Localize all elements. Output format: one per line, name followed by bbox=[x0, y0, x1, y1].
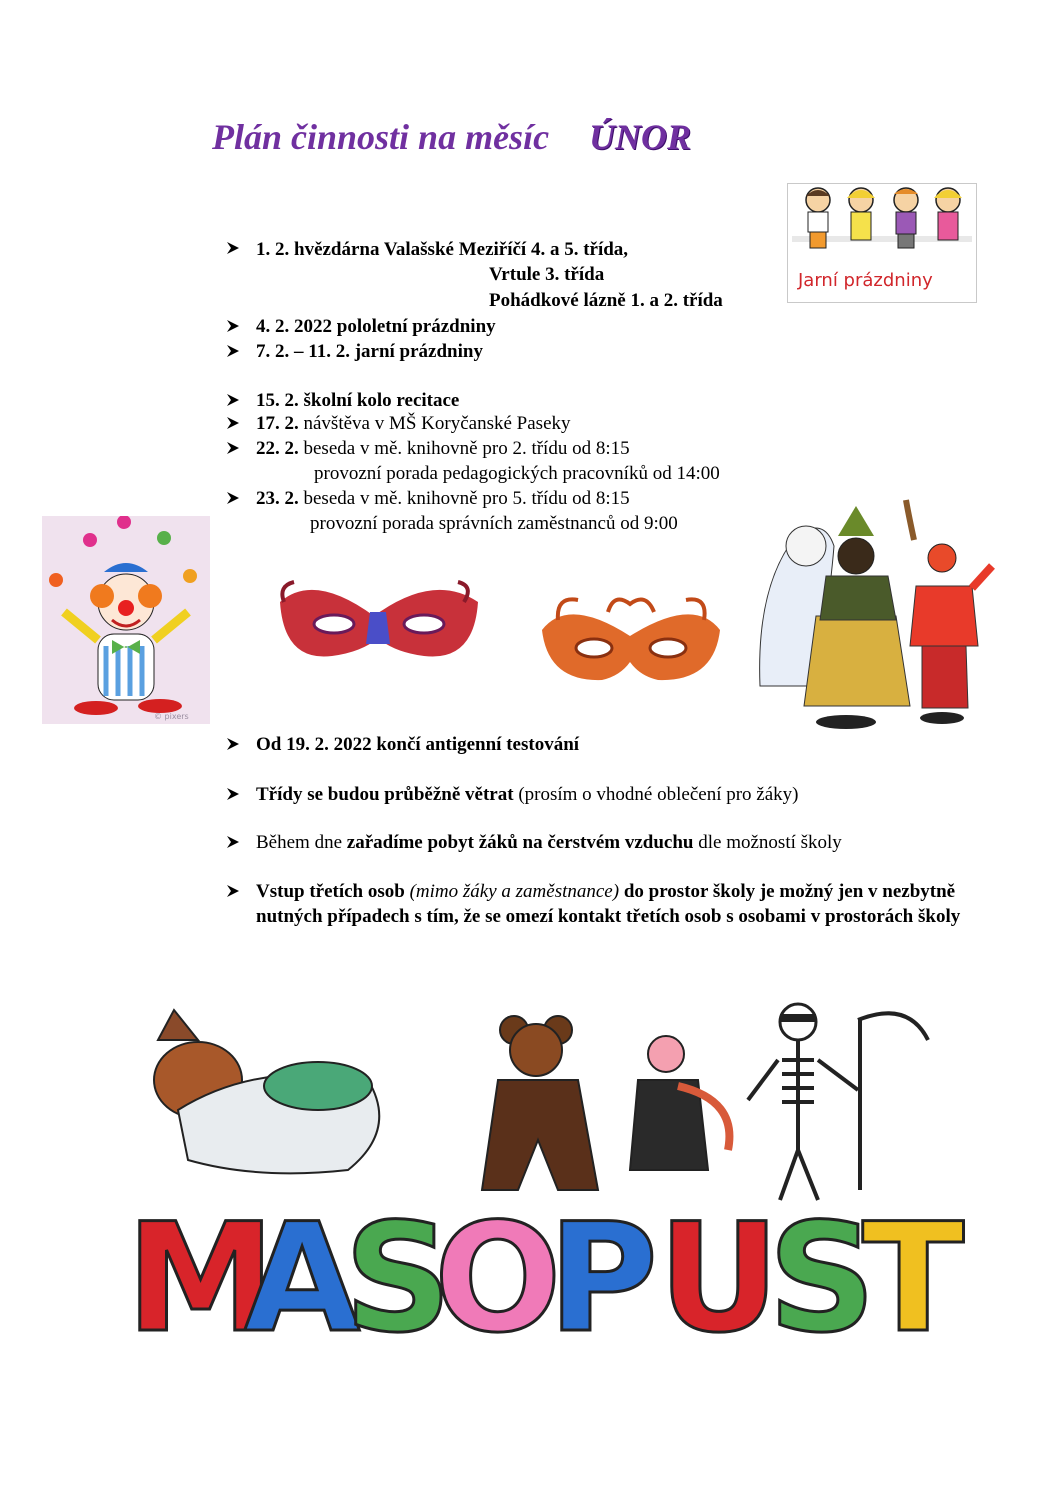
masopust-characters bbox=[118, 1000, 978, 1350]
arrow-bullet-icon bbox=[226, 884, 240, 898]
children-illustration bbox=[788, 184, 976, 270]
list-item: 7. 2. – 11. 2. jarní prázdniny bbox=[256, 341, 483, 362]
masopust-illustration bbox=[118, 1000, 978, 1350]
list-item: 15. 2. školní kolo recitace bbox=[256, 390, 460, 411]
note-outdoor: Během dne zařadíme pobyt žáků na čerstvém vzduchu dle možností školy bbox=[256, 832, 842, 853]
note-testing: Od 19. 2. 2022 končí antigenní testování bbox=[256, 734, 580, 755]
letter-t: T bbox=[862, 1192, 965, 1350]
red-carnival-mask-icon bbox=[274, 572, 484, 672]
list-item: 4. 2. 2022 pololetní prázdniny bbox=[256, 316, 496, 337]
arrow-bullet-icon bbox=[226, 737, 240, 751]
list-item-continuation: provozní porada pedagogických pracovníků od 14:00 bbox=[314, 463, 720, 484]
clown-watermark: © pixers bbox=[154, 712, 189, 721]
arrow-bullet-icon bbox=[226, 319, 240, 333]
spring-holiday-image bbox=[787, 183, 977, 303]
note-visitors: Vstup třetích osob (mimo žáky a zaměstnance) do prostor školy je možný jen v nezbytně nutných případech s tím, že se omezí kontakt třetích osob s osobami v prostorách školy bbox=[256, 881, 961, 927]
title-text: Plán činnosti na měsíc bbox=[212, 117, 550, 157]
arrow-bullet-icon bbox=[226, 393, 240, 407]
arrow-bullet-icon bbox=[226, 344, 240, 358]
title-month: ÚNOR bbox=[589, 117, 692, 157]
list-item: 22. 2. beseda v mě. knihovně pro 2. třídu od 8:15 bbox=[256, 438, 630, 459]
clown-illustration bbox=[42, 516, 210, 716]
arrow-bullet-icon bbox=[226, 416, 240, 430]
letter-p: P bbox=[548, 1192, 658, 1350]
letter-m: M bbox=[126, 1192, 276, 1350]
list-item: 17. 2. návštěva v MŠ Koryčanské Paseky bbox=[256, 413, 571, 434]
letter-s: S bbox=[344, 1192, 453, 1350]
letter-u: U bbox=[658, 1192, 780, 1350]
juggling-clown-image bbox=[42, 516, 210, 724]
arrow-bullet-icon bbox=[226, 787, 240, 801]
page-title bbox=[212, 116, 691, 158]
carnival-costume-figures-image bbox=[746, 496, 1000, 740]
letter-s2: S bbox=[768, 1192, 877, 1350]
arrow-bullet-icon bbox=[226, 835, 240, 849]
spring-holiday-label: Jarní prázdniny bbox=[798, 270, 933, 291]
letter-a: A bbox=[244, 1192, 361, 1350]
list-item-continuation: Pohádkové lázně 1. a 2. třída bbox=[489, 290, 723, 311]
arrow-bullet-icon bbox=[226, 241, 240, 255]
note-ventilation: Třídy se budou průběžně větrat (prosím o vhodné oblečení pro žáky) bbox=[256, 784, 799, 805]
arrow-bullet-icon bbox=[226, 441, 240, 455]
list-item: 1. 2. hvězdárna Valašské Meziříčí 4. a 5. třída, bbox=[256, 239, 629, 260]
arrow-bullet-icon bbox=[226, 491, 240, 505]
list-item-continuation: Vrtule 3. třída bbox=[489, 264, 605, 285]
orange-carnival-mask-icon bbox=[538, 586, 724, 686]
list-item-continuation: provozní porada správních zaměstnanců od 9:00 bbox=[310, 513, 678, 534]
letter-o: O bbox=[434, 1192, 562, 1350]
list-item: 23. 2. beseda v mě. knihovně pro 5. třídu od 8:15 bbox=[256, 488, 630, 509]
